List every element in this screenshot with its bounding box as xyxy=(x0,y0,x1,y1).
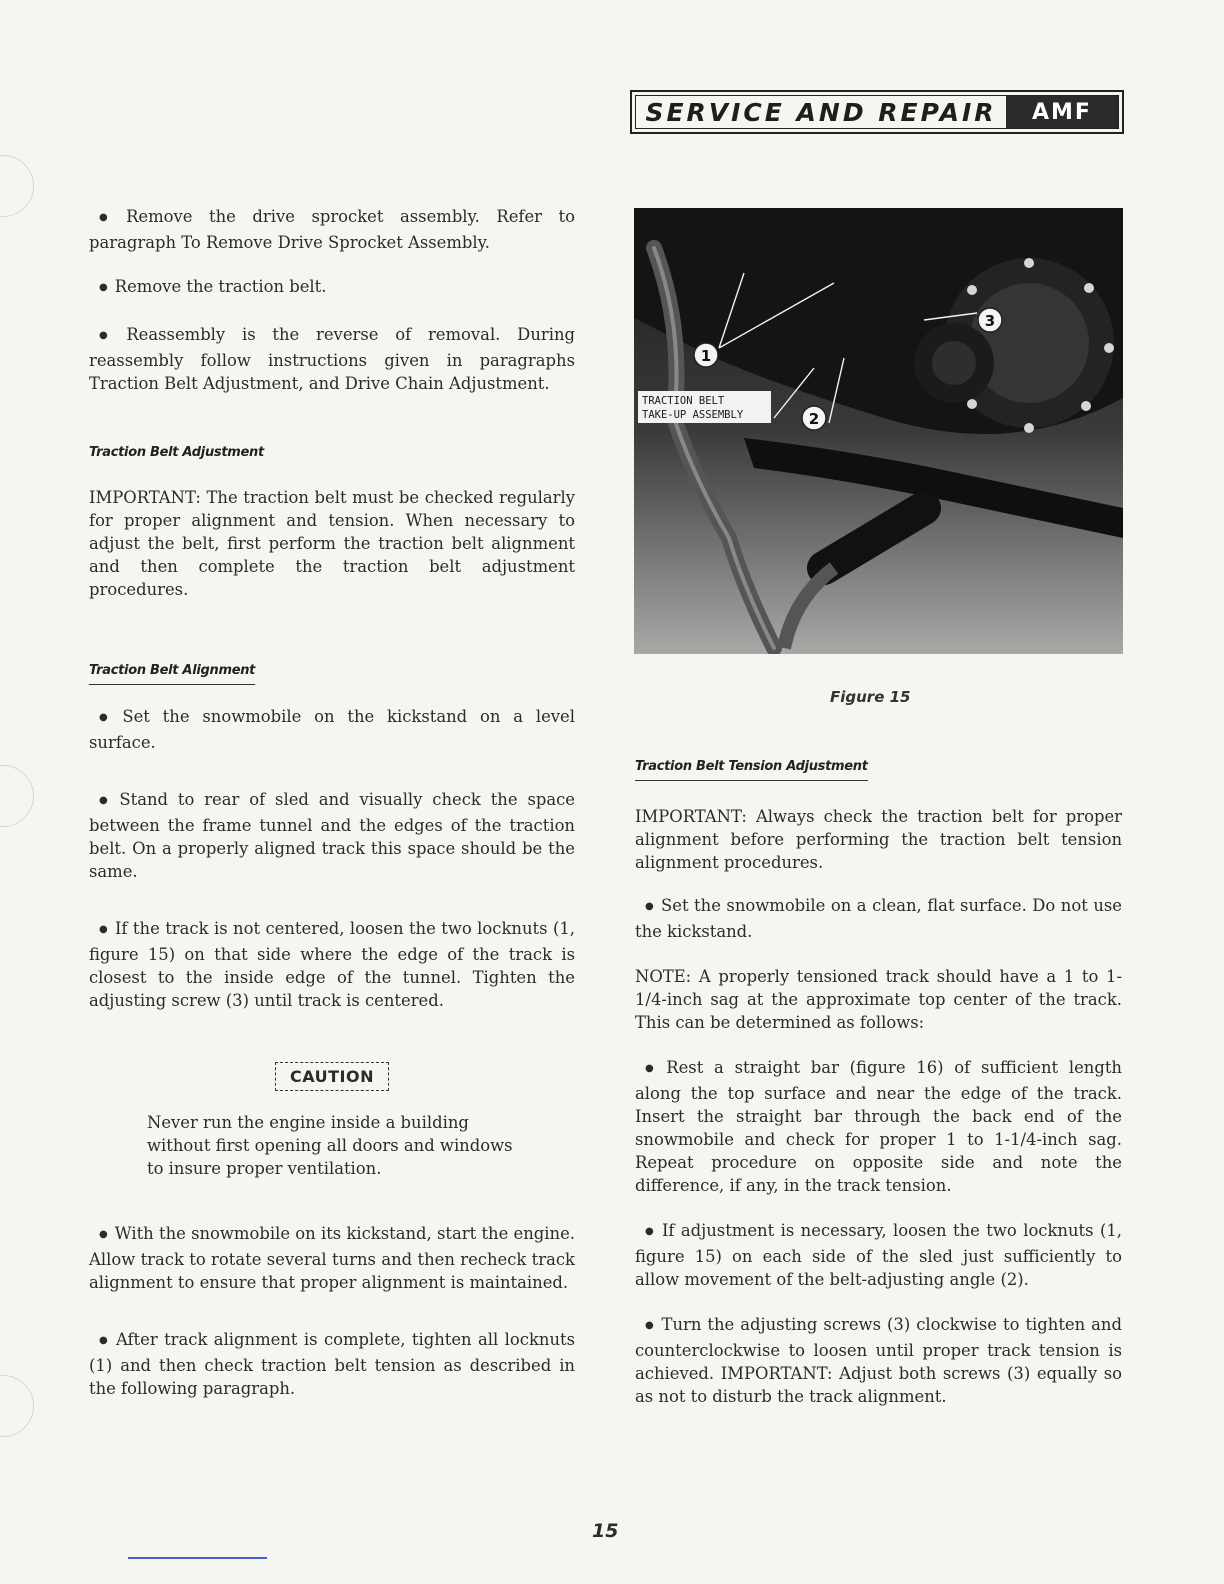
paragraph: ● If the track is not centered, loosen the two locknuts (1, figure 15) on that side where the edge of the track is closest to the inside edge of the tunnel. Tighten the adjusting screw (3) until track is centered. xyxy=(89,917,575,1012)
figure-15-photo xyxy=(634,208,1123,654)
callout-3: 3 xyxy=(984,312,996,330)
figure-label-line-2: TAKE-UP ASSEMBLY xyxy=(642,409,744,421)
paragraph: ● With the snowmobile on its kickstand, start the engine. Allow track to rotate several turns and then recheck track alignment to ensure that proper alignment is maintained. xyxy=(89,1222,575,1294)
paragraph: ● Remove the drive sprocket assembly. Refer to paragraph To Remove Drive Sprocket Assembly. xyxy=(89,205,575,254)
page-number: 15 xyxy=(592,1520,619,1542)
punch-hole-bottom xyxy=(0,1375,34,1437)
caution-block xyxy=(89,1062,575,1091)
footer-rule xyxy=(128,1557,267,1559)
punch-hole-top xyxy=(0,155,34,217)
punch-hole-middle xyxy=(0,765,34,827)
paragraph: ● Reassembly is the reverse of removal. During reassembly follow instructions given in paragraphs Traction Belt Adjustment, and Drive Chain Adjustment. xyxy=(89,323,575,395)
caution-label: CAUTION xyxy=(275,1062,389,1091)
paragraph: ● Rest a straight bar (figure 16) of sufficient length along the top surface and near the edge of the track. Insert the straight bar through the back end of the snowmobile and check for proper 1 to 1-1/4-inch sag. Repeat procedure on opposite side and note the difference, if any, in the track tension. xyxy=(635,1056,1122,1197)
paragraph: ● Stand to rear of sled and visually check the space between the frame tunnel and the edges of the traction belt. On a properly aligned track this space should be the same. xyxy=(89,788,575,883)
section-heading: Traction Belt Alignment xyxy=(89,659,255,685)
paragraph: IMPORTANT: The traction belt must be checked regularly for proper alignment and tension. When necessary to adjust the belt, first perform the traction belt alignment and then complete the traction belt adjustment procedures. xyxy=(89,488,575,599)
paragraph: ● Set the snowmobile on a clean, flat surface. Do not use the kickstand. xyxy=(635,894,1122,943)
left-column xyxy=(89,205,575,1400)
paragraph: IMPORTANT: Always check the traction belt for proper alignment before performing the traction belt tension alignment procedures. xyxy=(635,807,1122,872)
figure-label-line-1: TRACTION BELT xyxy=(642,395,725,407)
paragraph: ● If adjustment is necessary, loosen the two locknuts (1, figure 15) on each side of the sled just sufficiently to allow movement of the belt-adjusting angle (2). xyxy=(635,1219,1122,1291)
figure-caption: Figure 15 xyxy=(830,688,911,706)
caution-text: Never run the engine inside a building without first opening all doors and windows to insure proper ventilation. xyxy=(147,1113,513,1178)
paragraph: ● Set the snowmobile on the kickstand on a level surface. xyxy=(89,705,575,754)
amf-logo: AMF xyxy=(1006,96,1118,128)
callout-2: 2 xyxy=(808,410,820,428)
callout-1: 1 xyxy=(700,347,712,365)
page-header xyxy=(630,90,1124,134)
section-heading: Traction Belt Adjustment xyxy=(89,445,264,460)
header-title: SERVICE AND REPAIR xyxy=(645,97,997,127)
paragraph: NOTE: A properly tensioned track should have a 1 to 1-1/4-inch sag at the approximate top center of the track. This can be determined as follows: xyxy=(635,967,1122,1032)
section-heading: Traction Belt Tension Adjustment xyxy=(635,755,868,781)
paragraph: ● Remove the traction belt. xyxy=(89,275,575,301)
paragraph: ● Turn the adjusting screws (3) clockwise to tighten and counterclockwise to loosen until proper track tension is achieved. IMPORTANT: Adjust both screws (3) equally so as not to disturb the track alignment. xyxy=(635,1313,1122,1408)
right-column xyxy=(635,759,1122,1408)
paragraph: ● After track alignment is complete, tighten all locknuts (1) and then check traction belt tension as described in the following paragraph. xyxy=(89,1328,575,1400)
